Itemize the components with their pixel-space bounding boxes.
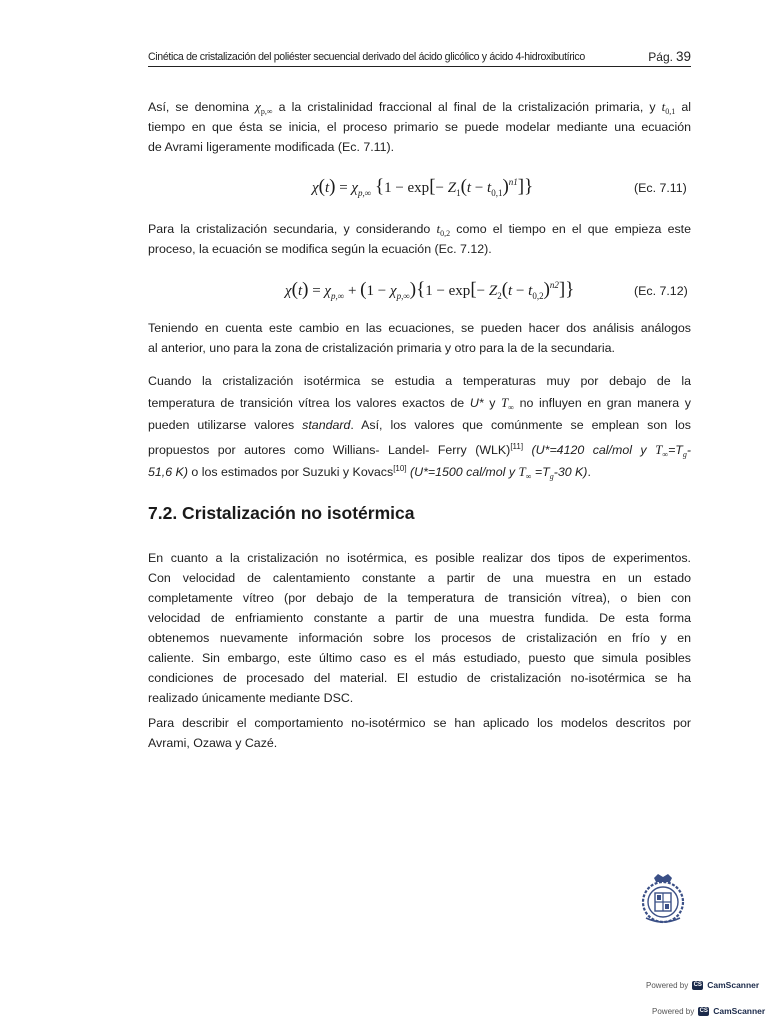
camscanner-logo-icon: CS: [699, 1007, 708, 1014]
paragraph-isothermal-values: Cuando la cristalización isotérmica se estudia a temperaturas muy por debajo de la temperatura de transición vítrea los valores exactos de U* y $T_\infty$ no influyen en gran manera y pueden utilizarse valores standard. Así, los valores que comúnmente se emplean son los propuestos por autores como Willians- Landel- Ferry (WLK)[11] (U*=4120 cal/mol y $T_\infty=T_g-$ 51,6 K) o los estimados por Suzuki y Kovacs[10] (U*=1500 cal/mol y $T_\infty =T_g-30$ K).: [148, 374, 692, 481]
camscanner-watermark: Powered by CS CamScanner: [646, 980, 760, 990]
equation-label-7-11: (Ec. 7.11): [634, 181, 687, 195]
section-heading: 7.2. Cristalización no isotérmica: [148, 503, 415, 523]
equation-label-7-12: (Ec. 7.12): [634, 284, 688, 298]
university-seal-icon: [640, 872, 686, 924]
paragraph-secondary-crystallization: Para la cristalización secundaria, y considerando $t_{0,2}$ como el tiempo en el que empieza este proceso, la ecuación se modifica según la ecuación (Ec. 7.12).: [148, 221, 691, 256]
header-title: Cinética de cristalización del poliéster secuencial derivado del ácido glicólico y ácido 4-hidroxibutírico: [148, 51, 585, 63]
camscanner-watermark-footer: Powered by CS CamScanner: [652, 1006, 766, 1016]
camscanner-logo-icon: CS: [693, 981, 702, 988]
paragraph-non-isothermal: En cuanto a la cristalización no isotérmica, es posible realizar dos tipos de experimentos. Con velocidad de calentamiento constante a partir de una muestra en un estado completamente vítreo (por debajo de la temperatura de transición vítrea), o bien con velocidad de enfriamiento constante a partir de una muestra fundida. De esta forma obtenemos nuevamente información sobre los procesos de cristalización en frío y en caliente. Sin embargo, este último caso es el más estudiado, puesto que simula posibles condiciones de procesado del material. El estudio de cristalización no-isotérmica se ha realizado únicamente mediante DSC.: [148, 551, 691, 705]
paragraph-primary-crystallinity: Así, se denomina $\chi_{p,\infty}$ a la cristalinidad fraccional al final de la cristalización primaria, y $t_{0,1}$ al tiempo en que ésta se inicia, el proceso primario se puede modelar mediante una ecuación de Avrami ligeramente modificada (Ec. 7.11).: [148, 99, 691, 154]
paragraph-models: Para describir el comportamiento no-isotérmico se han aplicado los modelos descritos por Avrami, Ozawa y Cazé.: [148, 716, 691, 750]
page-number: Pág. 39: [648, 49, 691, 64]
equation-7-11: $\chi(t) = \chi_{p,\infty}$ $\{1 - \exp[- Z_1(t - t_{0,1})^{n1}]\}$: [312, 176, 534, 198]
paragraph-analysis: Teniendo en cuenta este cambio en las ecuaciones, se pueden hacer dos análisis análogos al anterior, uno para la zona de cristalización primaria y otro para la de la secundaria.: [148, 321, 691, 355]
equation-7-12: $\chi(t) = \chi_{p,\infty} + (1 - \chi_{p,\infty})\{1 - \exp[- Z_2(t - t_{0,2})^{n2}]\}$: [285, 279, 575, 301]
page-header: [148, 49, 691, 67]
